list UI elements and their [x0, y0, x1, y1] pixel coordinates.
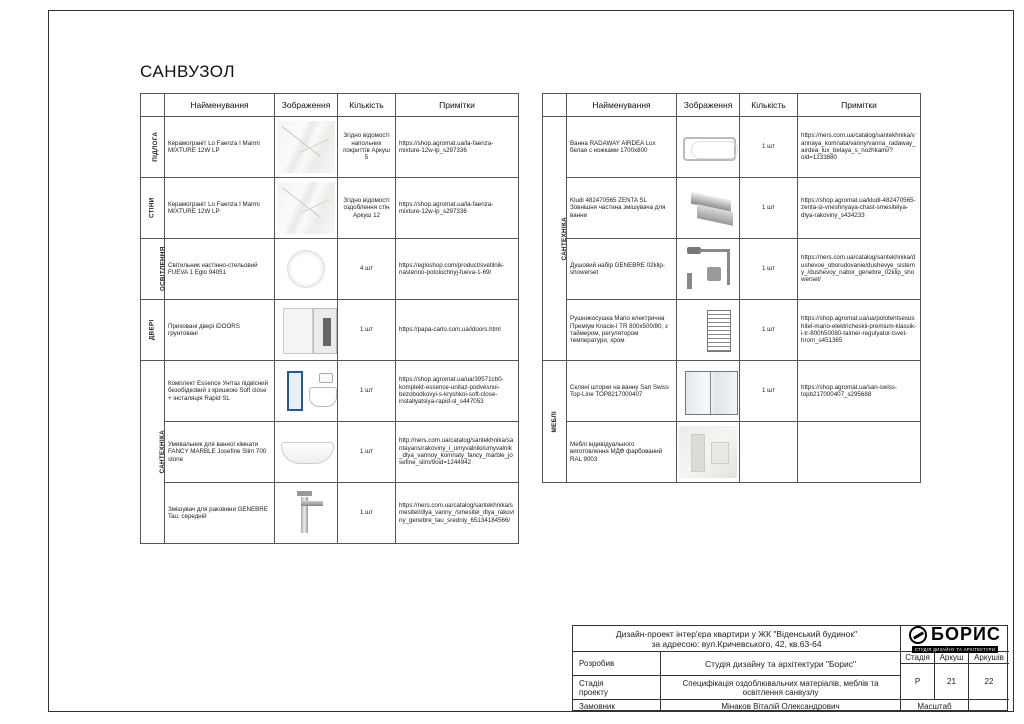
- towel-rail-icon: [679, 304, 737, 356]
- item-qty: 1 шт: [338, 300, 396, 361]
- shower-set-icon: [679, 243, 737, 295]
- project-description: [573, 626, 901, 652]
- table-row: [543, 239, 921, 300]
- table-row: [543, 300, 921, 361]
- item-qty: 4 шт: [338, 239, 396, 300]
- item-qty: 1 шт: [740, 178, 798, 239]
- item-name: Світильник настінно-стельовий FUEVA 1 Eglo 94051: [165, 239, 275, 300]
- item-image: [677, 361, 740, 422]
- table-row: [141, 361, 519, 422]
- item-link[interactable]: https://shop.agromat.ua/ua/39571cb0-komplekt-essence-unitaz-podvesnoi-bezobodkovyi-s-kryshkoi-soft-close-installyatsiya-rapid-sl_s447053: [396, 361, 519, 422]
- table-row: [141, 178, 519, 239]
- logo-text: БОРИС: [931, 624, 1001, 644]
- item-image: [677, 117, 740, 178]
- bath-mixer-icon: [679, 182, 737, 234]
- hidden-door-icon: [277, 304, 335, 356]
- item-image: [275, 117, 338, 178]
- item-link[interactable]: https://shop.agromat.ua/ua/polotentsesushitel-mario-elektricheskii-premium-klassik-i-tr-800h50080-taimer-regulyator-tsvet-hrom_s451365: [798, 300, 921, 361]
- item-link[interactable]: https://egloshop.com/product/svetilnik-nastenno-potolochnyj-fueva-1-69/: [396, 239, 519, 300]
- item-qty: [740, 422, 798, 483]
- scale-label: Масштаб: [901, 700, 969, 712]
- item-image: [677, 422, 740, 483]
- table-row: [543, 361, 921, 422]
- sheet-title: Специфікація оздоблювальних матеріалів, меблів та освітлення санвузлу: [661, 676, 901, 700]
- project-line-1: Дизайн-проект інтер'єра квартири у ЖК "Віденський будинок": [615, 628, 858, 639]
- item-image: [275, 300, 338, 361]
- item-image: [677, 300, 740, 361]
- table-row: [141, 483, 519, 544]
- developed-label: Розробив: [573, 652, 661, 676]
- header-qty: Кількість: [338, 94, 396, 117]
- toilet-installation-icon: [277, 365, 335, 417]
- item-name: Kludi 482470565 ZENTA SL Зовнішня частина змішувача для ванни: [567, 178, 677, 239]
- category-lighting: ОСВІТЛЕННЯ: [141, 239, 165, 300]
- table-header-row: [543, 94, 921, 117]
- item-qty: 1 шт: [740, 117, 798, 178]
- item-image: [677, 239, 740, 300]
- spec-table-left: [140, 93, 519, 544]
- table-row: [543, 178, 921, 239]
- sheet-label: Аркуш: [935, 652, 969, 664]
- header-category: [543, 94, 567, 117]
- table-row: [141, 300, 519, 361]
- category-plumbing: САНТЕХНІКА: [141, 361, 165, 544]
- table-row: [543, 117, 921, 178]
- category-floor: ПІДЛОГА: [141, 117, 165, 178]
- item-name: Керамограніт Lo Faenza I Marmi MIXTURE 12W LP: [165, 178, 275, 239]
- bathtub-icon: [679, 121, 737, 173]
- spec-table-right: [542, 93, 921, 483]
- washbasin-icon: [277, 426, 335, 478]
- item-name: Душовий набір GENEBRE 02klip-showerset: [567, 239, 677, 300]
- item-name: Комплект Essence Унітаз підвісний безобідковий з кришкою Soft close + інсталяція Rapid SL: [165, 361, 275, 422]
- item-link[interactable]: http://ners.com.ua/catalog/santekhnika/santayans/rakoviny_i_umyvalniki/umyvalnik_dlya_vannoy_komnaty_fancy_marble_josefine_slim/9oid=1244942: [396, 422, 519, 483]
- project-line-2: за адресою: вул.Кричевського, 42, кв.63-64: [651, 638, 822, 649]
- marble-tile-icon: [277, 182, 335, 234]
- studio-name: Студія дизайну та архітектури "Борис": [661, 652, 901, 676]
- item-image: [275, 361, 338, 422]
- item-link[interactable]: https://shop.agromat.ua/san-swiss-topb217000407_s295688: [798, 361, 921, 422]
- header-image: Зображення: [677, 94, 740, 117]
- item-qty: Згідно відомості оздоблення стін Аркуш 12: [338, 178, 396, 239]
- scale-value: [969, 700, 1009, 712]
- header-notes: Примітки: [798, 94, 921, 117]
- item-image: [275, 178, 338, 239]
- table-row: [141, 422, 519, 483]
- header-name: Найменування: [567, 94, 677, 117]
- table-header-row: [141, 94, 519, 117]
- item-name: Рушникосушка Mario електрична Преміум Класік-I TR 800x500/80, з таймером, регулятором температури, хром: [567, 300, 677, 361]
- header-category: [141, 94, 165, 117]
- item-link[interactable]: https://shop.agromat.ua/la-faenza-mixture-12w-lp_s297336: [396, 117, 519, 178]
- item-name: Керамограніт Lo Faenza I Marmi MIXTURE 12W LP: [165, 117, 275, 178]
- item-name: Скляні шторки на ванну San Swiss Top-Line TOP8217000407: [567, 361, 677, 422]
- item-link: [798, 422, 921, 483]
- logo-icon: [909, 626, 927, 644]
- item-qty: 1 шт: [338, 422, 396, 483]
- item-qty: 1 шт: [338, 483, 396, 544]
- page-title: САНВУЗОЛ: [140, 62, 235, 81]
- header-notes: Примітки: [396, 94, 519, 117]
- studio-logo: [901, 626, 1009, 652]
- header-name: Найменування: [165, 94, 275, 117]
- table-row: [543, 422, 921, 483]
- glass-screen-icon: [679, 365, 737, 417]
- title-block: [572, 625, 1008, 711]
- category-walls: СТІНИ: [141, 178, 165, 239]
- item-qty: 1 шт: [740, 361, 798, 422]
- item-link[interactable]: https://shop.agromat.ua/kludi-482470565-zenta-sl-vneshnyaya-chast-smesitelya-dlya-rakoviny_s434233: [798, 178, 921, 239]
- round-lamp-icon: [277, 243, 335, 295]
- project-stage-label: Стадія проекту: [573, 676, 661, 700]
- category-plumbing: САНТЕХНІКА: [543, 117, 567, 361]
- item-link[interactable]: https://papa-carlo.com.ua/idoors.html: [396, 300, 519, 361]
- category-furniture: МЕБЛІ: [543, 361, 567, 483]
- item-qty: 1 шт: [740, 239, 798, 300]
- table-row: [141, 239, 519, 300]
- item-name: Приховані двері iDOORS грунтовані: [165, 300, 275, 361]
- header-image: Зображення: [275, 94, 338, 117]
- sheet-value: 21: [935, 664, 969, 700]
- logo-subtitle: СТУДІЯ ДИЗАЙНУ ТА АРХІТЕКТУРИ: [912, 646, 998, 653]
- stage-label: Стадія: [901, 652, 935, 664]
- item-image: [275, 483, 338, 544]
- header-qty: Кількість: [740, 94, 798, 117]
- sheets-label: Аркушів: [969, 652, 1009, 664]
- faucet-icon: [277, 487, 335, 539]
- customer-label: Замовник: [573, 700, 661, 712]
- item-image: [275, 422, 338, 483]
- category-doors: ДВЕРІ: [141, 300, 165, 361]
- item-link[interactable]: https://ners.com.ua/catalog/santekhnika/vannaya_komnata/vanny/vanna_radaway_airdea_lux_belaya_s_nozhkami/?oid=1233880: [798, 117, 921, 178]
- item-link[interactable]: https://ners.com.ua/catalog/santekhnika/dushevoe_oborudovanie/dushevye_sistemy_/dushevoy_nabor_genebre_02klip_showerset/: [798, 239, 921, 300]
- item-qty: Згідно відомості напольних покриттів Аркуш 5: [338, 117, 396, 178]
- item-name: Змішувач для раковини GENEBRE Tau, середній: [165, 483, 275, 544]
- sheets-value: 22: [969, 664, 1009, 700]
- item-qty: 1 шт: [740, 300, 798, 361]
- table-row: [141, 117, 519, 178]
- item-name: Меблі індивідуального виготовлення МДФ фарбований RAL 9003: [567, 422, 677, 483]
- marble-tile-icon: [277, 121, 335, 173]
- item-link[interactable]: https://ners.com.ua/catalog/santekhnika/smesitel/dlya_vanny_/smesitel_dlya_rakoviny_genebre_tau_sredniy_65134184566/: [396, 483, 519, 544]
- stage-value: Р: [901, 664, 935, 700]
- item-link[interactable]: https://shop.agromat.ua/la-faenza-mixture-12w-lp_s297336: [396, 178, 519, 239]
- item-qty: 1 шт: [338, 361, 396, 422]
- item-image: [275, 239, 338, 300]
- customer-name: Мінаков Віталій Олександрович: [661, 700, 901, 712]
- item-name: Умивальник для ванної кімнати FANCY MARBLE Josefine Slim 700 stone: [165, 422, 275, 483]
- item-name: Ванна RADAWAY AIRDEA Lux белая с ножками 1700x800: [567, 117, 677, 178]
- custom-furniture-icon: [679, 426, 737, 478]
- item-image: [677, 178, 740, 239]
